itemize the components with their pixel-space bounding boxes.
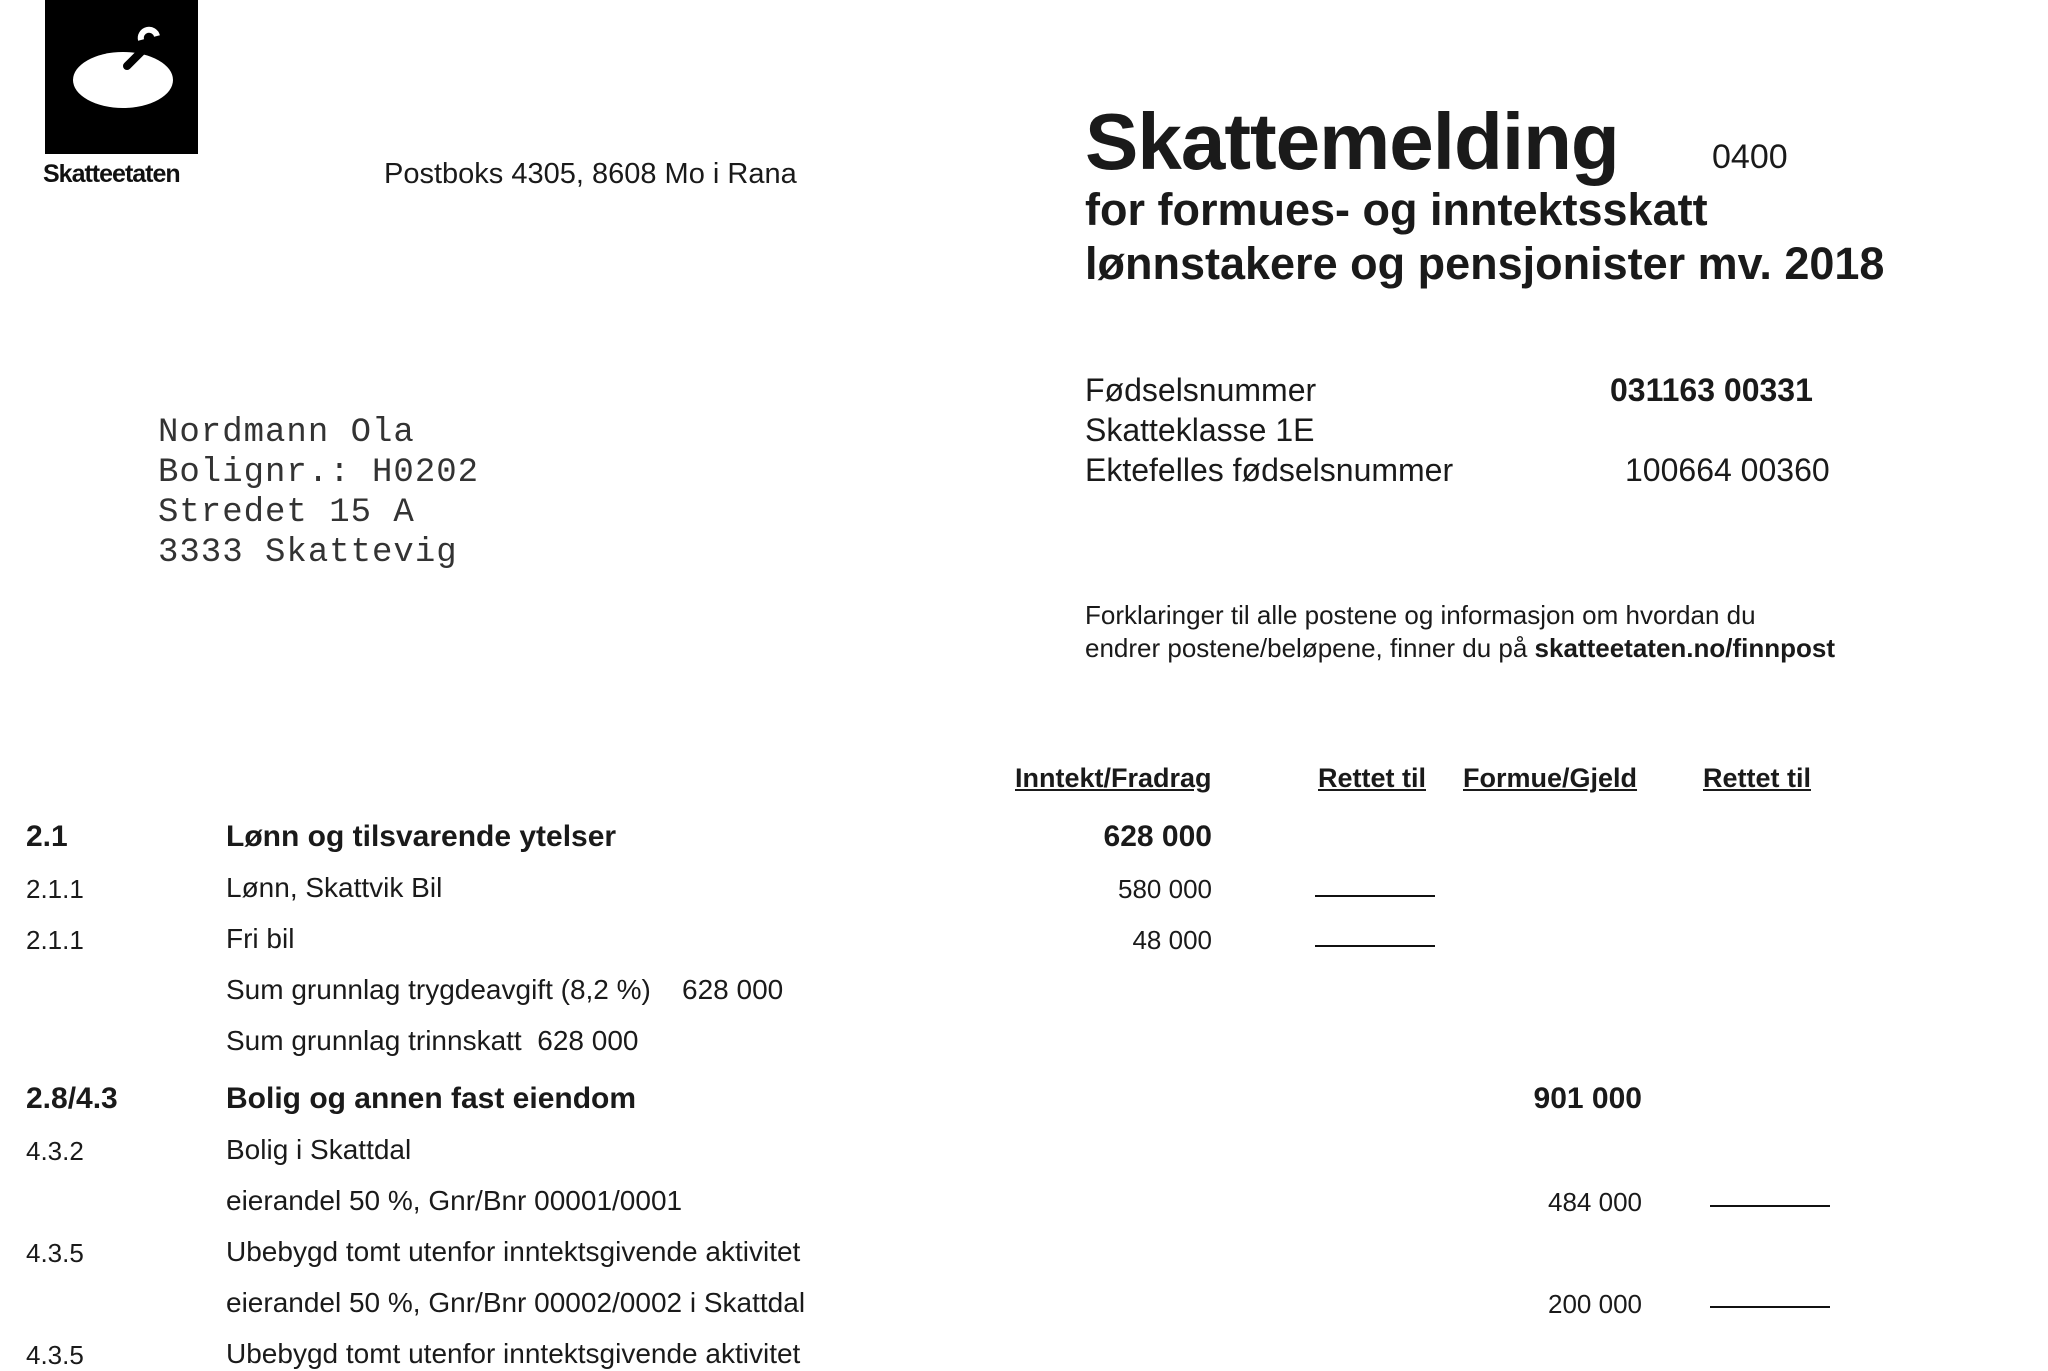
row-description: Lønn og tilsvarende ytelser [226,820,617,853]
row-income: 628 000 [1103,820,1212,853]
spouse-number-label: Ektefelles fødselsnummer [1085,452,1454,488]
row-code: 2.1.1 [26,925,84,955]
row-code: 4.3.5 [26,1238,84,1268]
page-title: Skattemelding [1085,97,1619,186]
row-description: Sum grunnlag trygdeavgift (8,2 %) 628 000 [226,974,784,1005]
explanation-line2 [1085,633,1835,664]
address-street: Stredet 15 A [158,494,415,532]
column-wealth: Formue/Gjeld [1463,763,1638,793]
tax-class: Skatteklasse 1E [1085,412,1315,448]
row-wealth: 484 000 [1548,1187,1642,1217]
logo-emblem-icon [45,0,198,154]
row-description: Bolig i Skattdal [226,1134,412,1165]
birth-number-label: Fødselsnummer [1085,372,1317,408]
row-description: Lønn, Skattvik Bil [226,872,443,903]
row-code: 4.3.5 [26,1340,84,1370]
column-income: Inntekt/Fradrag [1015,763,1212,793]
explanation-line1: Forklaringer til alle postene og informasjon om hvordan du [1085,600,1756,630]
row-wealth: 901 000 [1533,1082,1642,1115]
row-code: 4.3.2 [26,1136,84,1166]
corrected-wealth-field[interactable] [1710,1306,1830,1308]
column-corrected-income: Rettet til [1318,763,1426,793]
row-description: eierandel 50 %, Gnr/Bnr 00002/0002 i Skattdal [226,1287,806,1318]
row-code: 2.1.1 [26,874,84,904]
spouse-number: 100664 00360 [1625,452,1830,488]
corrected-income-field[interactable] [1315,945,1435,947]
row-income: 580 000 [1118,874,1212,904]
address-postal: 3333 Skattevig [158,534,458,572]
address-name: Nordmann Ola [158,414,415,452]
logo-text: Skatteetaten [43,160,180,188]
postbox-address: Postboks 4305, 8608 Mo i Rana [384,158,797,190]
row-description: Ubebygd tomt utenfor inntektsgivende aktivitet [226,1338,801,1369]
column-corrected-wealth: Rettet til [1703,763,1811,793]
row-description: Ubebygd tomt utenfor inntektsgivende aktivitet [226,1236,801,1267]
subtitle-line2: lønnstakere og pensjonister mv. 2018 [1085,238,1885,289]
birth-number: 031163 00331 [1610,372,1813,408]
form-code: 0400 [1712,138,1788,176]
row-description: Sum grunnlag trinnskatt 628 000 [226,1025,639,1056]
corrected-income-field[interactable] [1315,895,1435,897]
row-income: 48 000 [1132,925,1212,955]
row-description: Fri bil [226,923,295,954]
corrected-wealth-field[interactable] [1710,1205,1830,1207]
skatteetaten-logo [45,0,198,154]
finnpost-link[interactable]: skatteetaten.no/finnpost [1534,633,1836,663]
row-wealth: 200 000 [1548,1289,1642,1319]
subtitle-line1: for formues- og inntektsskatt [1085,184,1708,235]
address-unit: Bolignr.: H0202 [158,454,480,492]
row-description: eierandel 50 %, Gnr/Bnr 00001/0001 [226,1185,683,1216]
explanation-text: endrer postene/beløpene, finner du på [1085,633,1535,663]
row-code: 2.1 [26,820,68,853]
row-code: 2.8/4.3 [26,1082,118,1115]
row-description: Bolig og annen fast eiendom [226,1082,637,1115]
